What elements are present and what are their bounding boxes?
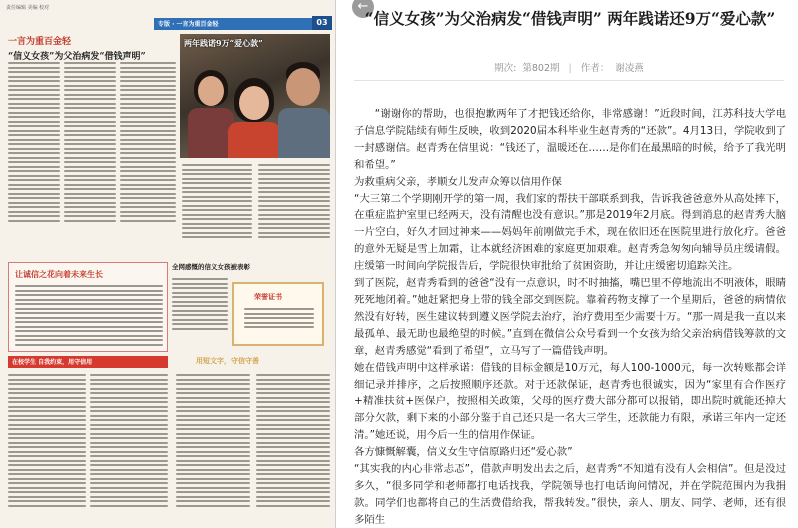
article-meta	[340, 60, 798, 74]
paragraph: 她在借钱声明中这样承诺：借钱的目标金额是10万元，每人100-1000元，每一次转账都会详细记录并排序，之后按照顺序还款。对于还款保证，赵青秀也很诚实，因为“家里有合作医疗+精准扶贫+医保户，按照相关政策，父母的医疗费大部分都可以报销，即出院时就能还掉大部分欠款，剩下来的小部分鉴于自己还只是一名大三学生，还款能力有限，承诺三年内一定还清。”她还说，用今后一生的信用作保证。	[354, 361, 786, 442]
newspaper-text-column-4	[182, 164, 252, 241]
bottom-text-column-1	[8, 374, 86, 509]
newspaper-text-column-3	[120, 62, 176, 224]
meta-divider	[354, 80, 784, 81]
newspaper-text-column-2	[64, 62, 116, 224]
paragraph: “其实我的内心非常忐忑”，借款声明发出去之后，赵青秀“不知道有没有人会相信”。但是没过多久，“很多同学和老师都打电话找我，学院领导也打电话询问情况，并在学院范围内为我捐款。同学们也都将自己的生活费借给我，帮我转发。”很快，亲人、朋友、同学、老师，还有很多陌生	[354, 463, 786, 526]
meta-separator: |	[568, 63, 572, 74]
newspaper-page-image	[0, 0, 336, 528]
article-title: “信义女孩”为父治病发“借钱声明” 两年践诺还9万“爱心款”	[364, 9, 776, 28]
newspaper-headline-block	[8, 34, 178, 62]
sidebar-box	[8, 262, 168, 352]
paragraph: 到了医院，赵青秀看到的爸爸“没有一点意识，时不时抽搐，嘴巴里不停地流出不明液体，眼睛死死地闭着。”她赶紧把身上带的钱全部交到医院。靠着药物支撑了一个星期后，爸爸的病情依然没有好转，医生建议转到遵义医学院去治疗，治疗费用至少需要十万。“那一周是我一直以来最孤单、最无助也最绝望的时候。”直到在微信公众号看到一个女孩为给父亲治病借钱筹款的文章，赵青秀感觉“看到了希望”，立马写了一篇借钱声明。	[354, 277, 786, 357]
issue-value: 第802期	[522, 63, 560, 74]
section-heading: 各方慷慨解囊，信义女生守信原路归还“爱心款”	[354, 446, 573, 459]
family-photo	[180, 34, 330, 158]
page-number: 03	[312, 16, 332, 30]
bottom-red-bar-text: 在校学生 自我约束，用守信用	[12, 359, 93, 366]
author-label: 作者：	[580, 63, 610, 74]
author-value: 谢凌燕	[615, 63, 644, 74]
honor-certificate	[232, 282, 324, 346]
photo-caption: 两年践诺9万“爱心款”	[184, 38, 263, 48]
bottom-text-column-2	[90, 374, 168, 509]
issue-label: 期次:	[494, 63, 517, 74]
article-body	[354, 106, 786, 528]
newspaper-headline: “信义女孩”为父治病发“借钱声明”	[8, 52, 146, 62]
bottom-right-title: 用短文字，守信守善	[196, 357, 259, 365]
column-title: 一言为重百金轻	[8, 37, 72, 47]
side-article-title: 全网感慨的信义女孩被表彰	[172, 263, 250, 271]
sidebar-box-title: 让诚信之花向着未来生长	[15, 270, 103, 279]
bottom-text-column-4	[256, 374, 330, 509]
newspaper-text-column-1	[8, 62, 60, 224]
newspaper-masthead	[4, 4, 332, 30]
newspaper-text-column-5	[258, 164, 330, 241]
certificate-title: 荣誉证书	[254, 293, 282, 301]
bottom-text-column-3	[176, 374, 250, 509]
paragraph: “大三第二个学期刚开学的第一周，我们家的帮扶干部联系到我，告诉我爸爸意外从高处摔下，在重症监护室里已经两天，没有清醒也没有意识。”那是2019年2月底。得到消息的赵青秀大脑一片空白，好久才回过神来——妈妈年前刚做完手术，现在依旧还在医院里进行放化疗。爸爸的意外无疑是雪上加霜，让本就经济困难的家庭更加艰难。赵青秀急匆匆向辅导员庄缓请假。庄缓第一时间向学院报告后，学院很快审批给了贫困资助，并让庄缓密切追踪关注。	[354, 192, 786, 273]
masthead-meta: 责任编辑 美编 校对	[6, 5, 50, 11]
article-panel	[340, 0, 798, 528]
section-heading: 为救重病父亲，孝顺女儿发声众筹以信用作保	[354, 175, 562, 188]
side-article-text	[172, 278, 228, 332]
back-arrow-icon[interactable]: ←	[352, 0, 374, 18]
section-bar-text: 专版 · 一言为重百金轻	[158, 21, 219, 28]
paragraph: “谢谢你的帮助，也很抱歉两年了才把钱还给你，非常感谢！”近段时间，江苏科技大学电子信息学院陆续有师生反映，收到2020届本科毕业生赵青秀的“还款”。4月13日，学院收到了一封感谢信。赵青秀在信里说：“钱还了，温暖还在……是你们在最黑暗的时候，给予了我光明和希望。”	[354, 108, 786, 171]
certificate-text	[244, 308, 314, 331]
sidebar-box-text	[15, 285, 163, 348]
